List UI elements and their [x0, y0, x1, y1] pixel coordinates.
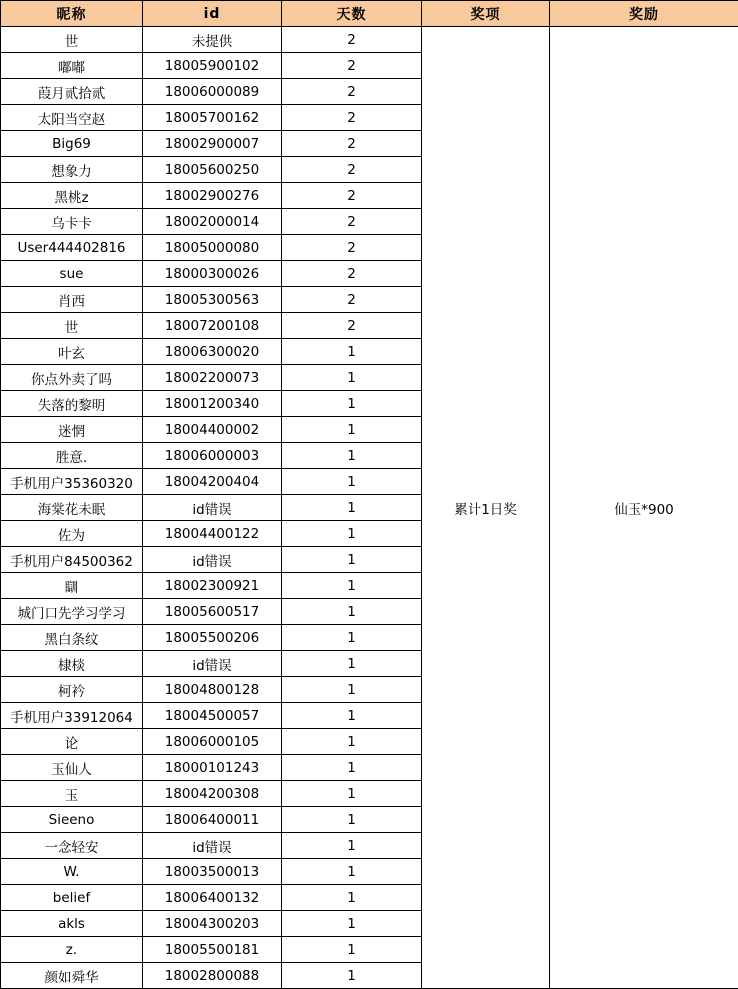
cell-id: 18005500181: [143, 937, 282, 963]
cell-nickname: 手机用户84500362: [1, 547, 143, 573]
cell-nickname: Big69: [1, 131, 143, 157]
cell-nickname: 黑白条纹: [1, 625, 143, 651]
cell-nickname: 颜如舜华: [1, 963, 143, 989]
cell-nickname: 世: [1, 313, 143, 339]
cell-days: 2: [282, 235, 422, 261]
cell-id: 18000300026: [143, 261, 282, 287]
table-body: [1, 27, 738, 989]
cell-days: 1: [282, 885, 422, 911]
cell-id: 18005500206: [143, 625, 282, 651]
cell-days: 2: [282, 157, 422, 183]
cell-days: 1: [282, 807, 422, 833]
cell-id: 18004400002: [143, 417, 282, 443]
cell-id: 18005900102: [143, 53, 282, 79]
cell-id: 18005300563: [143, 287, 282, 313]
header-reward: 奖励: [550, 1, 738, 27]
cell-id: 18002300921: [143, 573, 282, 599]
cell-nickname: 棣棪: [1, 651, 143, 677]
cell-days: 2: [282, 183, 422, 209]
cell-id: 18005600250: [143, 157, 282, 183]
cell-id: 18005700162: [143, 105, 282, 131]
cell-days: 2: [282, 105, 422, 131]
cell-nickname: 失落的黎明: [1, 391, 143, 417]
reward-cell: 仙玉*900: [550, 27, 738, 989]
cell-nickname: belief: [1, 885, 143, 911]
cell-days: 2: [282, 27, 422, 53]
cell-nickname: 城门口先学习学习: [1, 599, 143, 625]
award-cell: 累计1日奖: [422, 27, 550, 989]
cell-nickname: User444402816: [1, 235, 143, 261]
cell-id: id错误: [143, 833, 282, 859]
cell-days: 1: [282, 963, 422, 989]
cell-nickname: 海棠花未眠: [1, 495, 143, 521]
cell-days: 1: [282, 755, 422, 781]
cell-nickname: 胜意.: [1, 443, 143, 469]
cell-nickname: 世: [1, 27, 143, 53]
cell-nickname: 柯衿: [1, 677, 143, 703]
cell-days: 1: [282, 365, 422, 391]
cell-days: 1: [282, 651, 422, 677]
cell-id: 18006400011: [143, 807, 282, 833]
cell-id: 18004400122: [143, 521, 282, 547]
cell-nickname: 迷惘: [1, 417, 143, 443]
cell-nickname: W.: [1, 859, 143, 885]
cell-days: 2: [282, 131, 422, 157]
cell-id: id错误: [143, 547, 282, 573]
cell-nickname: 嘟嘟: [1, 53, 143, 79]
cell-id: 18004300203: [143, 911, 282, 937]
cell-nickname: 玉仙人: [1, 755, 143, 781]
cell-nickname: 乌卡卡: [1, 209, 143, 235]
cell-days: 1: [282, 495, 422, 521]
cell-nickname: 叶玄: [1, 339, 143, 365]
cell-days: 1: [282, 859, 422, 885]
cell-days: 1: [282, 729, 422, 755]
cell-nickname: 玉: [1, 781, 143, 807]
header-days: 天数: [282, 1, 422, 27]
cell-days: 1: [282, 937, 422, 963]
header-award: 奖项: [422, 1, 550, 27]
header-id: id: [143, 1, 282, 27]
cell-id: 18006000105: [143, 729, 282, 755]
cell-id: 18006400132: [143, 885, 282, 911]
cell-nickname: 瞓: [1, 573, 143, 599]
cell-nickname: 肖西: [1, 287, 143, 313]
cell-id: 18002900276: [143, 183, 282, 209]
cell-nickname: 葭月贰拾贰: [1, 79, 143, 105]
table-row: [1, 27, 738, 53]
cell-days: 2: [282, 79, 422, 105]
cell-id: 18002200073: [143, 365, 282, 391]
cell-days: 1: [282, 625, 422, 651]
cell-days: 1: [282, 573, 422, 599]
cell-nickname: 佐为: [1, 521, 143, 547]
cell-id: 18002900007: [143, 131, 282, 157]
cell-id: 18006300020: [143, 339, 282, 365]
cell-id: 18004500057: [143, 703, 282, 729]
header-row: [1, 1, 738, 27]
cell-id: 18004200404: [143, 469, 282, 495]
cell-id: id错误: [143, 651, 282, 677]
cell-days: 1: [282, 781, 422, 807]
cell-nickname: 一念轻安: [1, 833, 143, 859]
cell-nickname: Sieeno: [1, 807, 143, 833]
cell-nickname: 想象力: [1, 157, 143, 183]
cell-id: id错误: [143, 495, 282, 521]
cell-id: 18007200108: [143, 313, 282, 339]
cell-nickname: 手机用户35360320: [1, 469, 143, 495]
cell-days: 1: [282, 443, 422, 469]
cell-days: 1: [282, 703, 422, 729]
cell-id: 18002800088: [143, 963, 282, 989]
cell-id: 18000101243: [143, 755, 282, 781]
cell-days: 1: [282, 391, 422, 417]
cell-nickname: akls: [1, 911, 143, 937]
cell-id: 18005600517: [143, 599, 282, 625]
cell-days: 2: [282, 261, 422, 287]
cell-days: 1: [282, 599, 422, 625]
cell-days: 1: [282, 833, 422, 859]
cell-nickname: 太阳当空赵: [1, 105, 143, 131]
cell-days: 1: [282, 521, 422, 547]
cell-days: 1: [282, 677, 422, 703]
header-nickname: 昵称: [1, 1, 143, 27]
cell-id: 18001200340: [143, 391, 282, 417]
cell-id: 未提供: [143, 27, 282, 53]
cell-nickname: z.: [1, 937, 143, 963]
cell-days: 2: [282, 53, 422, 79]
cell-id: 18002000014: [143, 209, 282, 235]
cell-nickname: sue: [1, 261, 143, 287]
cell-days: 2: [282, 313, 422, 339]
cell-id: 18006000003: [143, 443, 282, 469]
cell-id: 18004200308: [143, 781, 282, 807]
cell-nickname: 论: [1, 729, 143, 755]
cell-days: 1: [282, 469, 422, 495]
cell-days: 1: [282, 547, 422, 573]
cell-days: 1: [282, 417, 422, 443]
cell-nickname: 你点外卖了吗: [1, 365, 143, 391]
cell-id: 18006000089: [143, 79, 282, 105]
cell-days: 1: [282, 339, 422, 365]
cell-id: 18003500013: [143, 859, 282, 885]
cell-id: 18005000080: [143, 235, 282, 261]
cell-days: 1: [282, 911, 422, 937]
cell-id: 18004800128: [143, 677, 282, 703]
cell-nickname: 手机用户33912064: [1, 703, 143, 729]
cell-days: 2: [282, 287, 422, 313]
cell-nickname: 黑桃z: [1, 183, 143, 209]
cell-days: 2: [282, 209, 422, 235]
